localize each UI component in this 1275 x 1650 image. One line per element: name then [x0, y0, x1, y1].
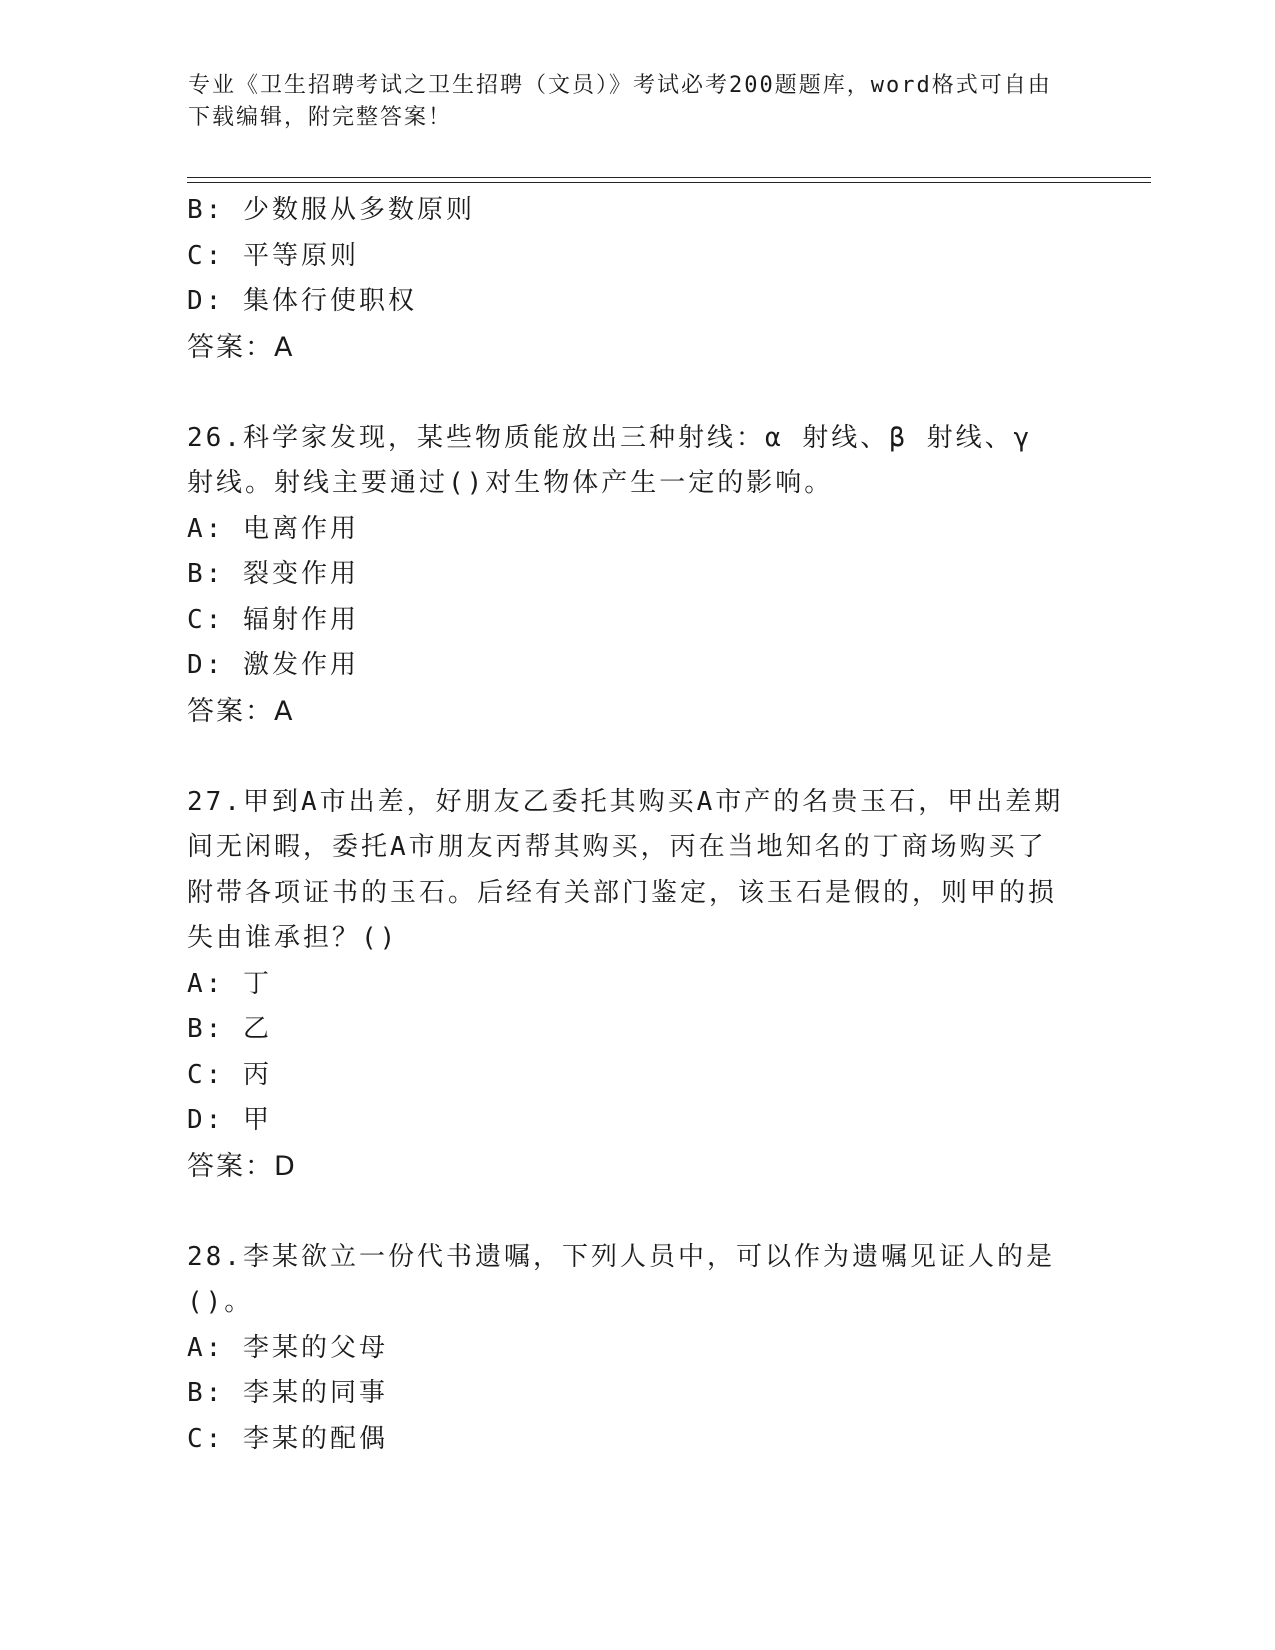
option-b: B: 李某的同事 — [187, 1378, 388, 1408]
question-stem: 27.甲到A市出差，好朋友乙委托其购买A市产的名贵玉石，甲出差期间无闲暇，委托A市朋友丙帮其购买，丙在当地知名的丁商场购买了附带各项证书的玉石。后经有关部门鉴定，该玉石是假的，则甲的损失由谁承担？() — [187, 786, 1064, 953]
header-divider-top — [187, 177, 1151, 178]
spacer — [187, 370, 1067, 416]
option-d: D: 激发作用 — [187, 650, 359, 680]
question-block-26 — [187, 416, 1067, 735]
option-b: B: 乙 — [187, 1014, 272, 1044]
option-a: A: 李某的父母 — [187, 1332, 388, 1363]
question-stem: 26.科学家发现，某些物质能放出三种射线：α 射线、β 射线、γ 射线。射线主要通过()对生物体产生一定的影响。 — [187, 422, 1033, 498]
answer-line: 答案：A — [187, 695, 295, 727]
option-a: A: 电离作用 — [187, 513, 359, 544]
question-block-27 — [187, 780, 1067, 1190]
option-b: B: 少数服从多数原则 — [187, 195, 475, 225]
option-c: C: 平等原则 — [187, 240, 359, 271]
answer-line: 答案：A — [187, 331, 295, 363]
spacer — [187, 1189, 1067, 1235]
option-b: B: 裂变作用 — [187, 559, 359, 589]
option-a: A: 丁 — [187, 968, 272, 999]
spacer — [187, 734, 1067, 780]
option-c: C: 辐射作用 — [187, 604, 359, 635]
question-list — [187, 188, 1067, 1462]
question-stem: 28.李某欲立一份代书遗嘱，下列人员中，可以作为遗嘱见证人的是()。 — [187, 1241, 1055, 1317]
option-c: C: 丙 — [187, 1059, 272, 1090]
question-block-28 — [187, 1235, 1067, 1463]
header-divider-bottom — [187, 182, 1151, 183]
option-d: D: 甲 — [187, 1105, 272, 1135]
question-block-25 — [187, 188, 1067, 370]
option-d: D: 集体行使职权 — [187, 286, 417, 316]
document-header-title: 专业《卫生招聘考试之卫生招聘（文员）》考试必考200题题库，word格式可自由下载编辑，附完整答案！ — [188, 73, 1052, 130]
answer-line: 答案：D — [187, 1150, 297, 1182]
option-c: C: 李某的配偶 — [187, 1423, 388, 1454]
